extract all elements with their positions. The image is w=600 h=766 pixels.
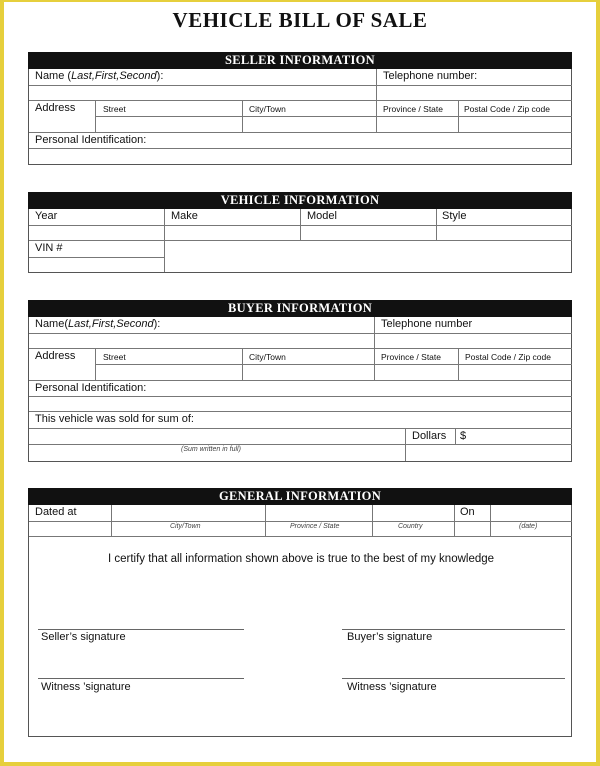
buyer-street-label-cell xyxy=(96,349,243,365)
city-hint-cell xyxy=(112,522,266,537)
seller-name-label-cell xyxy=(29,69,377,86)
seller-address-label: Address xyxy=(35,102,76,114)
vehicle-model-label-cell xyxy=(301,209,437,226)
seller-name-label: Name (Last,First,Second): xyxy=(35,70,164,82)
general-section xyxy=(28,505,572,737)
seller-province-field[interactable] xyxy=(377,117,459,132)
buyer-name-field[interactable] xyxy=(29,334,375,349)
seller-personal-id-label: Personal Identification: xyxy=(35,134,147,146)
vehicle-make-label-cell xyxy=(165,209,301,226)
buyer-telephone-label-cell xyxy=(375,317,572,334)
buyer-personal-id-label: Personal Identification: xyxy=(35,382,147,394)
vehicle-year-field[interactable] xyxy=(29,226,165,241)
seller-personal-id-field[interactable] xyxy=(29,149,572,164)
seller-postal-field[interactable] xyxy=(459,117,572,132)
seller-city-label: City/Town xyxy=(249,104,286,114)
certification-statement: I certify that all information shown above is true to the best of my knowledge xyxy=(107,553,495,565)
witness-signature-line-right[interactable] xyxy=(342,678,565,679)
witness-signature-line-left[interactable] xyxy=(38,678,244,679)
seller-telephone-label-cell xyxy=(377,69,572,86)
dated-province-field[interactable] xyxy=(266,505,373,522)
seller-postal-label-cell xyxy=(459,101,572,117)
seller-city-label-cell xyxy=(243,101,377,117)
buyer-city-label-cell xyxy=(243,349,375,365)
city-hint: City/Town xyxy=(170,523,201,530)
province-hint-cell xyxy=(266,522,373,537)
vehicle-header: VEHICLE INFORMATION xyxy=(28,192,572,209)
form-title: VEHICLE BILL OF SALE xyxy=(172,8,428,32)
witness-signature-label-right: Witness ’signature xyxy=(347,681,437,693)
buyer-street-label: Street xyxy=(103,352,126,362)
buyer-sum-hint-cell xyxy=(29,445,406,461)
buyer-telephone-label: Telephone number xyxy=(381,318,473,330)
buyer-dollars-label-cell xyxy=(406,429,456,445)
buyer-section xyxy=(28,317,572,462)
vehicle-style-label-cell xyxy=(437,209,572,226)
on-label-cell xyxy=(455,505,491,522)
vehicle-make-label: Make xyxy=(171,210,198,222)
vehicle-year-label: Year xyxy=(35,210,58,222)
vehicle-section xyxy=(28,209,572,273)
vehicle-make-field[interactable] xyxy=(165,226,301,241)
seller-telephone-field[interactable] xyxy=(377,86,572,101)
buyer-address-label-cell xyxy=(29,349,96,380)
dated-city-field[interactable] xyxy=(112,505,266,522)
buyer-province-label-cell xyxy=(375,349,459,365)
vehicle-style-field[interactable] xyxy=(437,226,572,241)
seller-signature-label: Seller’s signature xyxy=(41,631,126,643)
seller-address-label-cell xyxy=(29,101,96,132)
buyer-province-label: Province / State xyxy=(381,352,442,362)
buyer-dollar-amount-field[interactable] xyxy=(456,429,572,445)
buyer-sum-label: This vehicle was sold for sum of: xyxy=(35,413,194,425)
country-hint: Country xyxy=(398,523,423,530)
seller-street-label-cell xyxy=(96,101,243,117)
buyer-city-field[interactable] xyxy=(243,365,375,380)
province-hint: Province / State xyxy=(290,523,340,530)
buyer-sum-hint: (Sum written in full) xyxy=(181,446,241,453)
dated-at-label-cell xyxy=(29,505,112,522)
buyer-header: BUYER INFORMATION xyxy=(28,300,572,317)
seller-header: SELLER INFORMATION xyxy=(28,52,572,69)
buyer-personal-id-field[interactable] xyxy=(29,397,572,412)
vehicle-vin-label-cell xyxy=(29,241,165,258)
seller-province-label: Province / State xyxy=(383,104,444,114)
seller-telephone-label: Telephone number: xyxy=(383,70,478,82)
on-label: On xyxy=(460,506,475,518)
seller-postal-label: Postal Code / Zip code xyxy=(464,104,550,114)
vehicle-model-field[interactable] xyxy=(301,226,437,241)
seller-city-field[interactable] xyxy=(243,117,377,132)
buyer-signature-line[interactable] xyxy=(342,629,565,630)
buyer-name-label: Name(Last,First,Second): xyxy=(35,318,161,330)
seller-province-label-cell xyxy=(377,101,459,117)
vehicle-vin-label: VIN # xyxy=(35,242,63,254)
buyer-postal-label: Postal Code / Zip code xyxy=(465,352,551,362)
general-header: GENERAL INFORMATION xyxy=(28,488,572,505)
buyer-address-label: Address xyxy=(35,350,76,362)
seller-street-field[interactable] xyxy=(96,117,243,132)
witness-signature-label-left: Witness ’signature xyxy=(41,681,131,693)
buyer-postal-field[interactable] xyxy=(459,365,572,380)
dated-at-label: Dated at xyxy=(35,506,77,518)
buyer-city-label: City/Town xyxy=(249,352,286,362)
seller-signature-line[interactable] xyxy=(38,629,244,630)
dollar-sign: $ xyxy=(460,430,467,442)
buyer-province-field[interactable] xyxy=(375,365,459,380)
buyer-personal-id-label-cell xyxy=(29,380,572,397)
buyer-sum-label-cell xyxy=(29,412,572,429)
dated-label-spacer xyxy=(29,522,112,537)
buyer-telephone-field[interactable] xyxy=(375,334,572,349)
seller-street-label: Street xyxy=(103,104,126,114)
buyer-postal-label-cell xyxy=(459,349,572,365)
buyer-dollars-label: Dollars xyxy=(412,430,447,442)
seller-personal-id-label-cell xyxy=(29,132,572,149)
buyer-signature-label: Buyer’s signature xyxy=(347,631,433,643)
seller-section xyxy=(28,69,572,165)
country-hint-cell xyxy=(373,522,455,537)
buyer-street-field[interactable] xyxy=(96,365,243,380)
vehicle-year-label-cell xyxy=(29,209,165,226)
on-hint-spacer xyxy=(455,522,491,537)
dated-date-field[interactable] xyxy=(491,505,572,522)
buyer-name-label-cell xyxy=(29,317,375,334)
vehicle-vin-field[interactable] xyxy=(29,258,165,272)
buyer-sum-field[interactable] xyxy=(29,429,406,445)
seller-name-field[interactable] xyxy=(29,86,377,101)
date-hint-cell xyxy=(491,522,572,537)
vehicle-style-label: Style xyxy=(442,210,467,222)
date-hint: (date) xyxy=(519,523,538,530)
vehicle-model-label: Model xyxy=(307,210,337,222)
dated-country-field[interactable] xyxy=(373,505,455,522)
